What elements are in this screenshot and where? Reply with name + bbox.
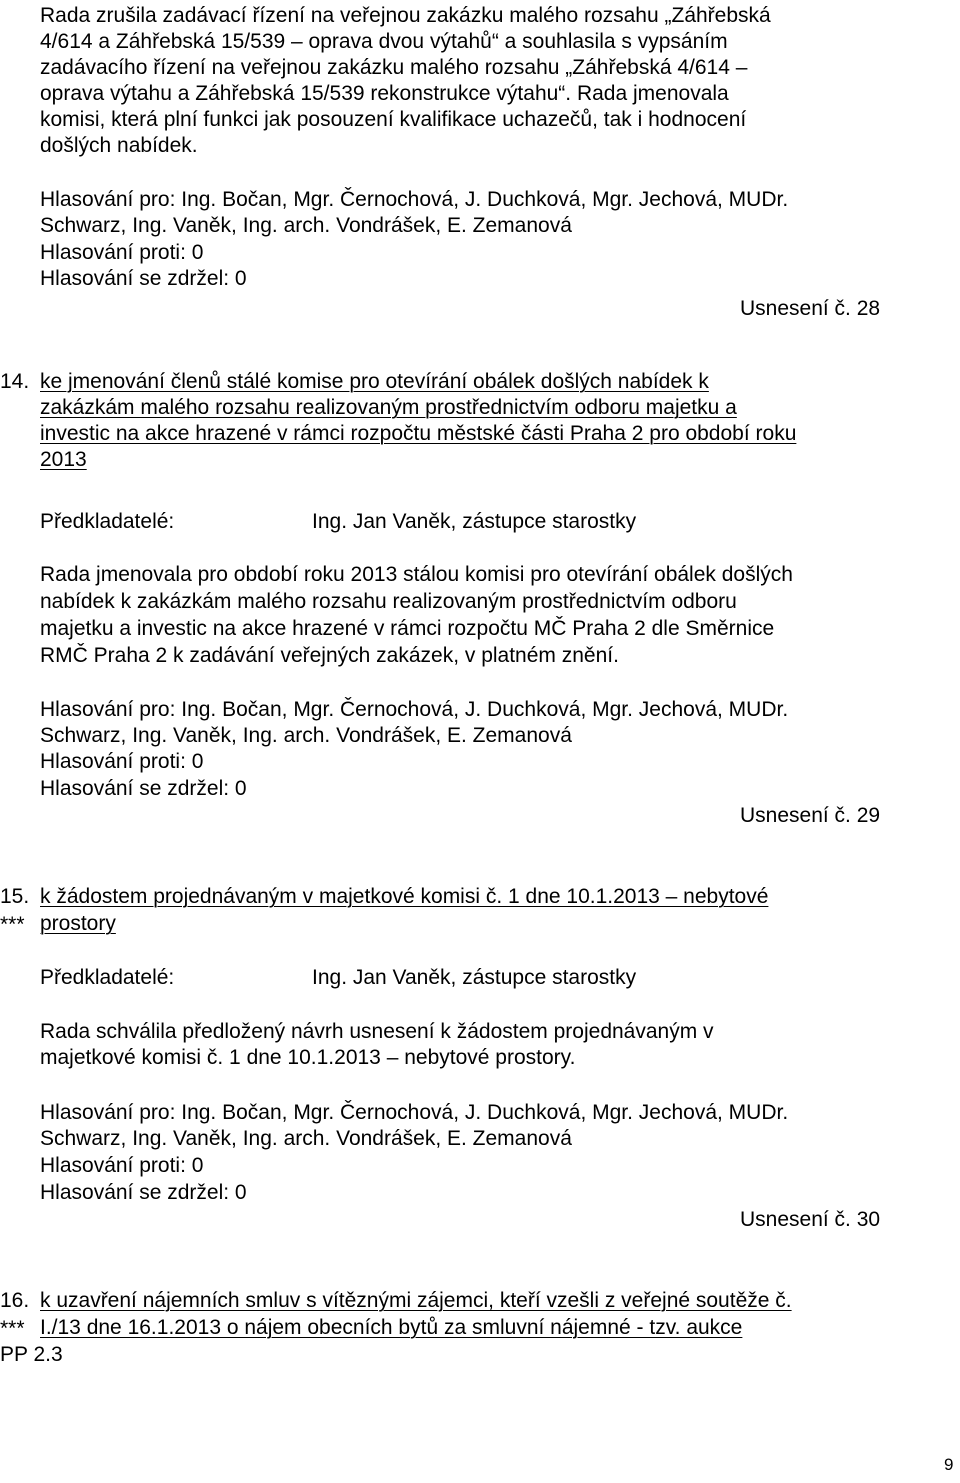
item-body-line: RMČ Praha 2 k zadávání veřejných zakázek, v platném znění.	[40, 644, 619, 667]
resolution-number: Usnesení č. 28	[740, 297, 881, 320]
page-number: 9	[944, 1455, 954, 1474]
intro-line: zadávacího řízení na veřejnou zakázku malého rozsahu „Záhřebská 4/614 –	[40, 56, 748, 79]
item-body-line: majetkové komisi č. 1 dne 10.1.2013 – nebytové prostory.	[40, 1046, 576, 1069]
item-title-line: zakázkám malého rozsahu realizovaným prostřednictvím odboru majetku a	[40, 396, 737, 419]
vote-abstain: Hlasování se zdržel: 0	[40, 777, 247, 800]
item-title-line: k žádostem projednávaným v majetkové komisi č. 1 dne 10.1.2013 – nebytové	[40, 885, 769, 908]
item-body-line: nabídek k zakázkám malého rozsahu realizovaným prostřednictvím odboru	[40, 590, 737, 613]
item-body-line: Rada jmenovala pro období roku 2013 stálou komisi pro otevírání obálek došlých	[40, 563, 793, 586]
vote-against: Hlasování proti: 0	[40, 1154, 204, 1177]
item-title-line: investic na akce hrazené v rámci rozpočtu městské části Praha 2 pro období roku	[40, 422, 797, 445]
item-title-line: ke jmenování členů stálé komise pro otevírání obálek došlých nabídek k	[40, 370, 709, 393]
presenter-label: Předkladatelé:	[40, 966, 175, 989]
presenter-label: Předkladatelé:	[40, 510, 175, 533]
item-stars: ***	[0, 913, 25, 936]
vote-against: Hlasování proti: 0	[40, 241, 204, 264]
intro-line: oprava výtahu a Záhřebská 15/539 rekonstrukce výtahu“. Rada jmenovala	[40, 82, 729, 105]
item-stars: ***	[0, 1317, 25, 1340]
vote-for-line: Schwarz, Ing. Vaněk, Ing. arch. Vondrášek, E. Zemanová	[40, 214, 572, 237]
intro-line: komisi, která plní funkci jak posouzení kvalifikace uchazečů, tak i hodnocení	[40, 108, 747, 131]
item-number: 14.	[0, 370, 30, 393]
vote-for-line: Hlasování pro: Ing. Bočan, Mgr. Černochová, J. Duchková, Mgr. Jechová, MUDr.	[40, 698, 789, 721]
item-body-line: Rada schválila předložený návrh usnesení k žádostem projednávaným v	[40, 1020, 714, 1043]
item-title-line: I./13 dne 16.1.2013 o nájem obecních bytů za smluvní nájemné - tzv. aukce	[40, 1316, 743, 1339]
item-title-line: k uzavření nájemních smluv s vítěznými zájemci, kteří vzešli z veřejné soutěže č.	[40, 1289, 792, 1312]
resolution-number: Usnesení č. 29	[740, 804, 881, 827]
item-body-line: majetku a investic na akce hrazené v rámci rozpočtu MČ Praha 2 dle Směrnice	[40, 617, 775, 640]
vote-for-line: Schwarz, Ing. Vaněk, Ing. arch. Vondrášek, E. Zemanová	[40, 724, 572, 747]
presenter-name: Ing. Jan Vaněk, zástupce starostky	[312, 510, 637, 533]
item-number: 15.	[0, 885, 30, 908]
vote-for-line: Hlasování pro: Ing. Bočan, Mgr. Černochová, J. Duchková, Mgr. Jechová, MUDr.	[40, 188, 789, 211]
vote-for-line: Hlasování pro: Ing. Bočan, Mgr. Černochová, J. Duchková, Mgr. Jechová, MUDr.	[40, 1101, 789, 1124]
intro-line: 4/614 a Záhřebská 15/539 – oprava dvou výtahů“ a souhlasila s vypsáním	[40, 30, 728, 53]
item-title-line: 2013	[40, 448, 87, 471]
intro-line: došlých nabídek.	[40, 134, 198, 157]
item-trailing: PP 2.3	[0, 1343, 63, 1366]
item-title-line: prostory	[40, 912, 116, 935]
vote-abstain: Hlasování se zdržel: 0	[40, 267, 247, 290]
presenter-name: Ing. Jan Vaněk, zástupce starostky	[312, 966, 637, 989]
vote-for-line: Schwarz, Ing. Vaněk, Ing. arch. Vondrášek, E. Zemanová	[40, 1127, 572, 1150]
vote-against: Hlasování proti: 0	[40, 750, 204, 773]
resolution-number: Usnesení č. 30	[740, 1208, 881, 1231]
intro-line: Rada zrušila zadávací řízení na veřejnou zakázku malého rozsahu „Záhřebská	[40, 4, 771, 27]
vote-abstain: Hlasování se zdržel: 0	[40, 1181, 247, 1204]
item-number: 16.	[0, 1289, 30, 1312]
